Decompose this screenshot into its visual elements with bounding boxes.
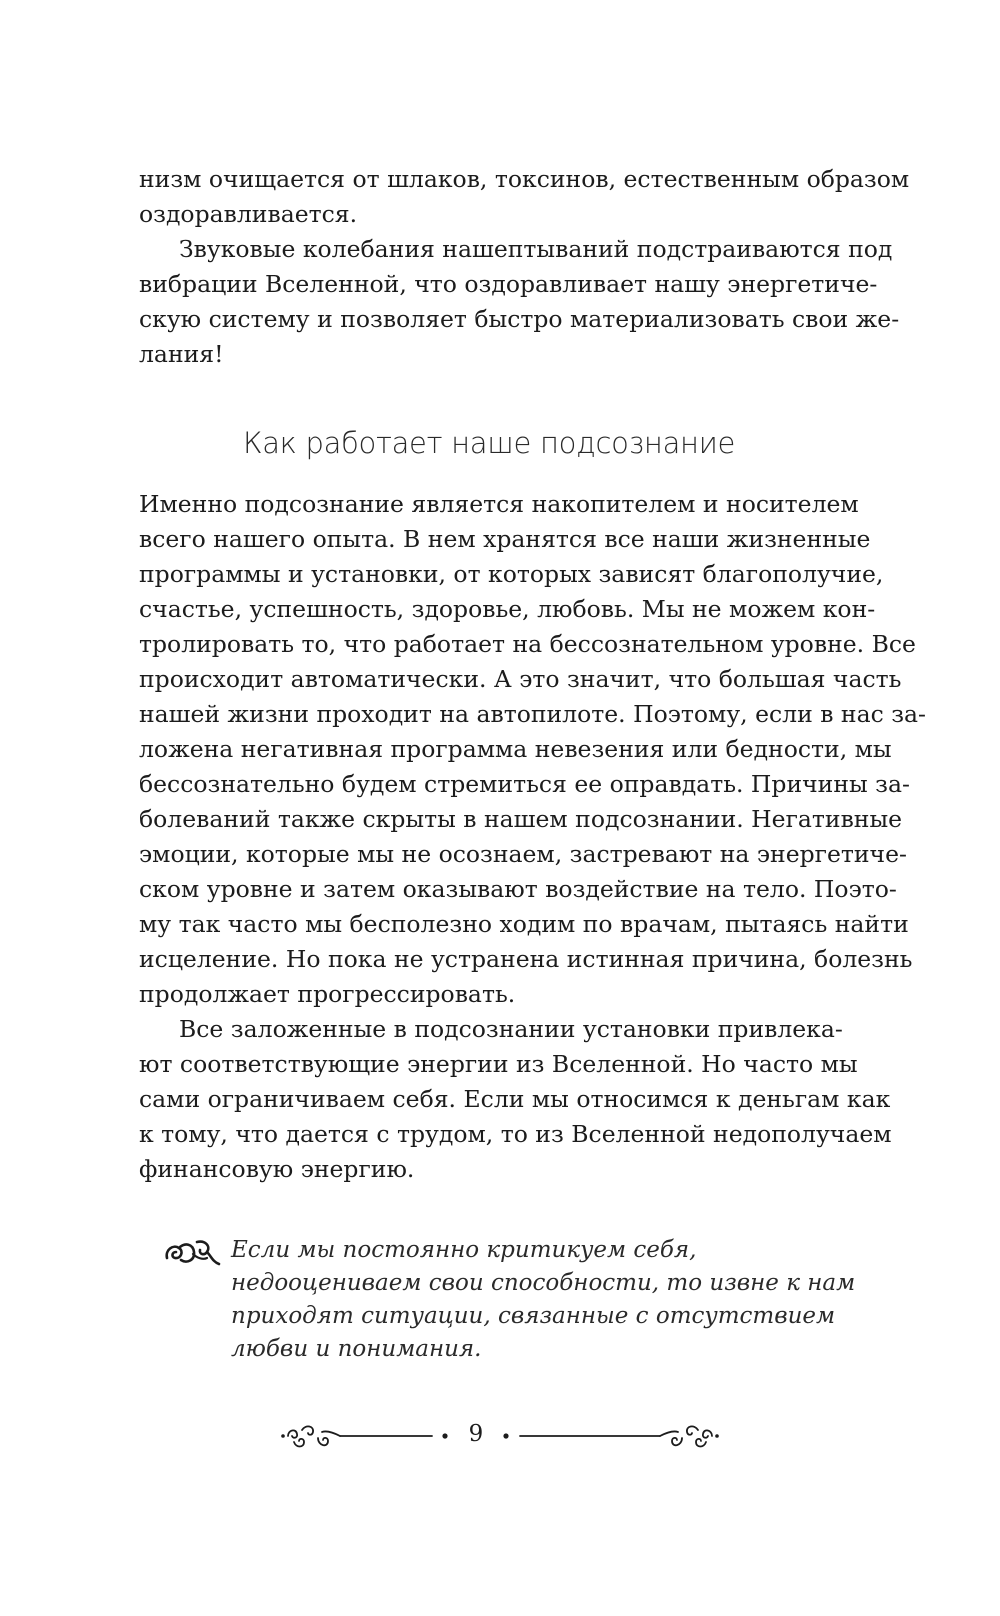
- text-line: тролировать то, что работает на бессознательном уровне. Все: [139, 630, 916, 658]
- text-line: вибрации Вселенной, что оздоравливает нашу энергетиче-: [139, 270, 878, 298]
- text-line: му так часто мы бесполезно ходим по врачам, пытаясь найти: [139, 910, 909, 938]
- quote-line: Если мы постоянно критикуем себя,: [231, 1237, 697, 1263]
- quote-line: приходят ситуации, связанные с отсутствием: [231, 1303, 836, 1329]
- text-line: бессознательно будем стремиться ее оправдать. Причины за-: [139, 770, 910, 798]
- text-line: оздоравливается.: [139, 200, 358, 228]
- text-line: эмоции, которые мы не осознаем, застревают на энергетиче-: [139, 840, 907, 868]
- text-line: низм очищается от шлаков, токсинов, естественным образом: [139, 165, 910, 193]
- text-line: ют соответствующие энергии из Вселенной. Но часто мы: [139, 1050, 858, 1078]
- text-line: финансовую энергию.: [139, 1155, 415, 1183]
- top-text-block: [139, 162, 910, 372]
- text-line: ском уровне и затем оказывают воздействие на тело. Поэто-: [139, 875, 897, 903]
- main-text-block: [139, 487, 926, 1187]
- page-footer: [280, 1416, 720, 1456]
- text-line: исцеление. Но пока не устранена истинная причина, болезнь: [139, 945, 913, 973]
- text-line: сами ограничиваем себя. Если мы относимся к деньгам как: [139, 1085, 891, 1113]
- quote-line: любви и понимания.: [231, 1336, 482, 1362]
- paragraph: [139, 162, 910, 232]
- quote-ornament-icon: [163, 1238, 221, 1268]
- text-line: всего нашего опыта. В нем хранятся все наши жизненные: [139, 525, 871, 553]
- text-line: к тому, что дается с трудом, то из Вселенной недополучаем: [139, 1120, 892, 1148]
- text-line: нашей жизни проходит на автопилоте. Поэтому, если в нас за-: [139, 700, 926, 728]
- section-heading: Как работает наше подсознание: [242, 426, 736, 460]
- text-line: Именно подсознание является накопителем и носителем: [139, 490, 859, 518]
- footer-ornament-icon: [280, 1416, 720, 1456]
- text-line: болеваний также скрыты в нашем подсознании. Негативные: [139, 805, 903, 833]
- text-line: Звуковые колебания нашептываний подстраиваются под: [179, 235, 893, 263]
- text-line: скую систему и позволяет быстро материализовать свои же-: [139, 305, 900, 333]
- quote-line: недооцениваем свои способности, то извне к нам: [231, 1270, 856, 1296]
- text-line: происходит автоматически. А это значит, что большая часть: [139, 665, 902, 693]
- text-line: счастье, успешность, здоровье, любовь. Мы не можем кон-: [139, 595, 876, 623]
- paragraph: [139, 487, 926, 1012]
- text-line: Все заложенные в подсознании установки привлека-: [179, 1015, 843, 1043]
- text-line: продолжает прогрессировать.: [139, 980, 516, 1008]
- text-line: лания!: [139, 340, 224, 368]
- paragraph: [139, 232, 900, 372]
- text-line: программы и установки, от которых зависят благополучие,: [139, 560, 884, 588]
- paragraph: [139, 1012, 892, 1187]
- text-line: ложена негативная программа невезения или бедности, мы: [139, 735, 892, 763]
- quote-text: [231, 1234, 856, 1366]
- page-number: 9: [468, 1421, 484, 1447]
